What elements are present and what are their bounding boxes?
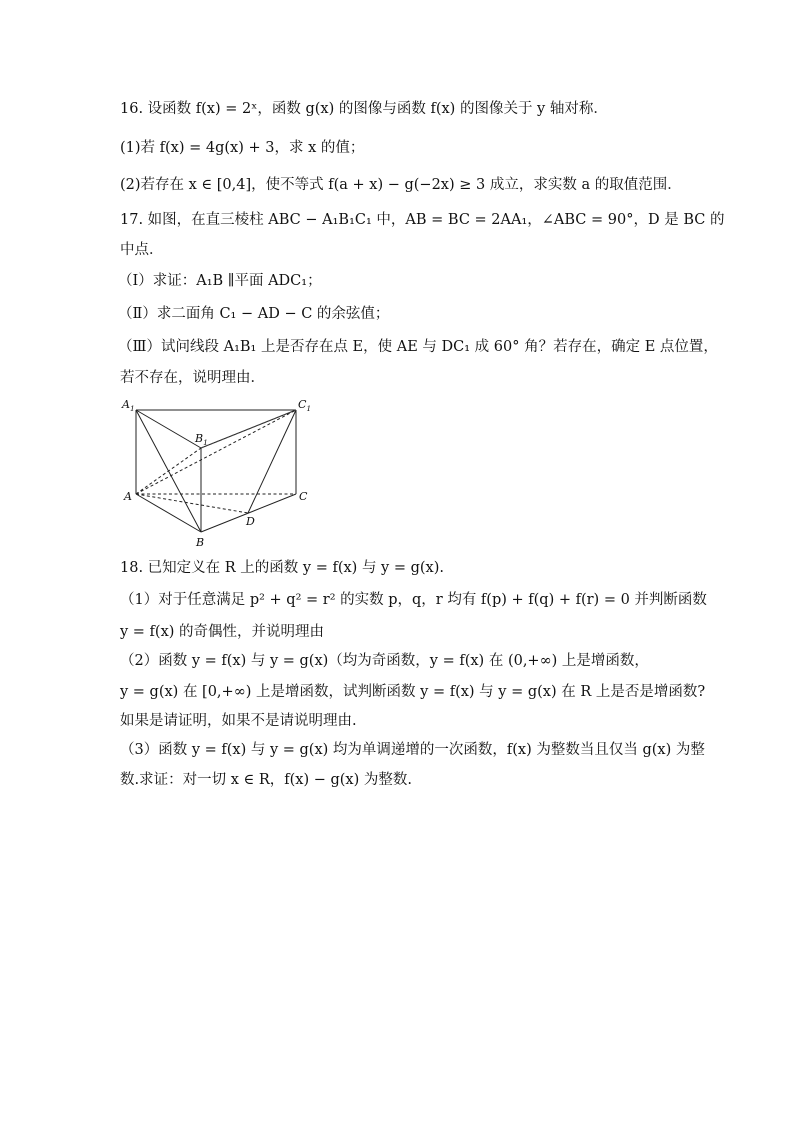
problem-17-part-1: （Ⅰ）求证：A₁B ∥平面 ADC₁； (118, 273, 322, 289)
problem-18-part-2-line-3: 如果是请证明，如果不是请说明理由. (120, 713, 357, 729)
label-d: D (246, 515, 255, 528)
segment-a-c1-hidden (136, 410, 296, 494)
problem-16-part-2: (2)若存在 x ∈ [0,4]，使不等式 f(a + x) − g(−2x) ≥ 3 成立，求实数 a 的取值范围． (120, 177, 682, 193)
problem-17-stem-line-1: 17. 如图，在直三棱柱 ABC − A₁B₁C₁ 中，AB = BC = 2AA₁，∠ABC = 90°，D 是 BC 的 (120, 212, 725, 228)
problem-18-part-1-line-1: （1）对于任意满足 p² + q² = r² 的实数 p，q，r 均有 f(p) + f(q) + f(r) = 0 并判断函数 (120, 592, 707, 608)
prism-figure (118, 398, 318, 548)
problem-18-part-1-line-2: y = f(x) 的奇偶性，并说明理由 (120, 624, 325, 640)
segment-a-b1-hidden (136, 448, 201, 494)
label-b1: $B_1$ (195, 432, 208, 447)
problem-17-part-3-line-1: （Ⅲ）试问线段 A₁B₁ 上是否存在点 E，使 AE 与 DC₁ 成 60° 角？若存在，确定 E 点位置， (118, 339, 718, 355)
problem-18-stem: 18. 已知定义在 R 上的函数 y = f(x) 与 y = g(x). (120, 560, 444, 576)
problem-16-stem: 16. 设函数 f(x) = 2ˣ，函数 g(x) 的图像与函数 f(x) 的图像关于 y 轴对称． (120, 101, 608, 117)
label-a: A (124, 490, 132, 503)
problem-17-part-3-line-2: 若不存在，说明理由． (120, 370, 265, 386)
prism-diagram (118, 398, 318, 548)
problem-18-part-3-line-1: （3）函数 y = f(x) 与 y = g(x) 均为单调递增的一次函数，f(x) 为整数当且仅当 g(x) 为整 (120, 742, 705, 758)
label-c: C (299, 490, 308, 503)
problem-16-part-1: (1)若 f(x) = 4g(x) + 3，求 x 的值； (120, 140, 365, 156)
label-b: B (196, 536, 205, 549)
label-c1: $C_1$ (298, 398, 312, 413)
problem-17-part-2: （Ⅱ）求二面角 C₁ − AD − C 的余弦值； (118, 306, 390, 322)
problem-18-part-2-line-2: y = g(x) 在 [0,+∞) 上是增函数，试判断函数 y = f(x) 与 y = g(x) 在 R 上是否是增函数? (120, 684, 706, 700)
problem-17-stem-line-2: 中点． (120, 242, 164, 258)
label-a1: $A_1$ (122, 398, 135, 413)
problem-18-part-3-line-2: 数.求证：对一切 x ∈ R，f(x) − g(x) 为整数. (120, 772, 412, 788)
segment-c1-d (248, 410, 296, 513)
problem-18-part-2-line-1: （2）函数 y = f(x) 与 y = g(x)（均为奇函数，y = f(x) 在 (0,+∞) 上是增函数， (120, 653, 649, 669)
